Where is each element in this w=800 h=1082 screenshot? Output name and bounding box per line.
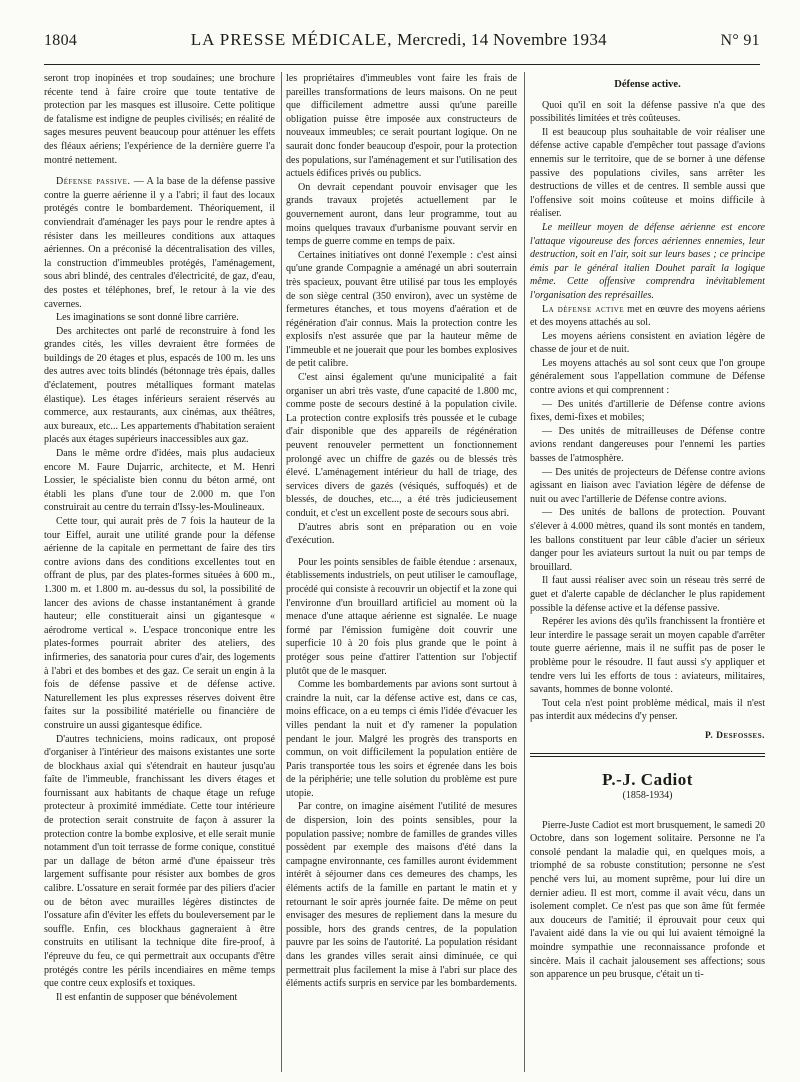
paragraph: Cette tour, qui aurait près de 7 fois la hauteur de la tour Eiffel, aurait une utilité grande pour la défense aérienne de la capitale en permettant de faire des tirs contre avions dans des conditions excellentes tout en offrant de plus, par des plates-formes situées à 600 m., 1.300 m. et 1.800 m. au-dessus du sol, la possibilité de lancer des avions de chasse instantanément à grande hauteur; elle constituerait ainsi un gigantesque « aérodrome vertical ». L'espace tronconique entre les plates-formes pourrait abriter des ateliers, des infirmeries, des sanatoria pour cures d'air, des logements à l'abri et des bombes et des gaz. Ce serait un engin à la fois de défense passive et de défense active. Naturellement les plus expresses réserves doivent être faites sur la possibilité matérielle ou financière de construire un aussi gigantesque édifice. — [44, 516, 275, 731]
list-item: — Des unités de ballons de protection. Pouvant s'élever à 4.000 mètres, quand ils sont montés en tandem, les ballons constituent par leur câble d'acier un sérieux danger pour les aviateurs surtout la nuit ou par temps de brouillard. — [530, 507, 765, 573]
paragraph: seront trop inopinées et trop soudaines; une brochure récente tend à faire croire que toute tentative de protection par les masques est illusoire. Cette politique de fatalisme est indigne de peuples civilisés; en réalité de sages mesures peuvent beaucoup pour atténuer les effets des fléaux aériens; l'expérience de la dernière guerre l'a montré nettement. — [44, 73, 275, 166]
author-signature: P. Desfosses. — [704, 730, 765, 741]
paragraph: Il est enfantin de supposer que bénévolement — [56, 991, 238, 1003]
paragraph: Repérer les avions dès qu'ils franchissent la frontière et leur interdire le passage serait un moyen capable d'arrêter toute guerre aérienne, mais il ne suffit pas de poser le problème pour le résoudre. Il faut aussi s'y appliquer et tendre vers lui les efforts de tous : aviateurs, militaires, savants, hommes de bonne volonté. — [530, 616, 765, 696]
paragraph-defense-passive — [44, 175, 275, 311]
obituary-title: P.-J. Cadiot — [602, 769, 693, 789]
list-item: — Des unités de projecteurs de Défense contre avions agissant en liaison avec l'aviation légère de défense de nuit ou avec l'artillerie de Défense contre avions. — [530, 466, 765, 505]
paragraph: Les imaginations se sont donné libre carrière. — [56, 312, 239, 324]
paragraph: Certaines initiatives ont donné l'exemple : c'est ainsi qu'une grande Compagnie a aménagé un abri souterrain très spacieux, pouvant être utilisé par tous les employés de son siège central (350 environ), avec un système de fermetures étanches, et tous moyens d'aération et de régénération d'air connus. Mais la protection contre les explosifs n'est assurée que par la hauteur même de l'immeuble et ne jouerait que pour les bombes explosives de petit calibre. — [286, 249, 517, 370]
column-3 — [530, 72, 765, 1074]
column-separator — [524, 72, 525, 1072]
paragraph: Le meilleur moyen de défense aérienne est encore l'attaque vigoureuse des forces aériennes ennemies, leur destruction, soit en l'air, soit sur leurs bases ; ce principe émis par le général italien Douhet paraît la logique même. Cette offensive comprendra inévitablement l'organisation des représailles. — [530, 221, 765, 301]
column-separator — [281, 72, 282, 1072]
run-in-heading: La défense active — [542, 303, 625, 315]
issue-number: N° 91 — [720, 32, 760, 49]
paragraph: Des architectes ont parlé de reconstruire à fond les grandes cités, les villes devraient être formées de buildings de 20 étages et plus, espacés de 100 m. les uns des autres avec toits blindés (bétonnage très épais, dalles d'éclatement, poutres métalliques formant matelas élastique). Les étages inférieurs seraient réservés au commerce, aux restaurants, aux cinémas, aux théâtres, aux bureaux, etc... Les appartements d'habitation seraient placés aux étages supérieurs inaccessibles aux gaz. — [44, 325, 275, 446]
issue-date: Mercredi, 14 Novembre 1934 — [397, 30, 607, 49]
obituary-dates: (1858-1934) — [622, 790, 673, 802]
paragraph: les propriétaires d'immeubles vont faire les frais de pareilles transformations de leurs maisons. On ne peut que difficilement admettre aussi qu'une pareille obligation puisse être imposée aux constructeurs de nouveaux immeubles; ce serait pourtant logique. On ne saurait donc fonder beaucoup d'espoir, pour la protection des populations, sur l'aménagement et sur l'utilisation des actuels édifices privés ou publics. — [286, 73, 517, 180]
paragraph: D'autres abris sont en préparation ou en voie d'exécution. — [286, 521, 517, 547]
paragraph: Comme les bombardements par avions sont surtout à craindre la nuit, car la défense active est, dans ce cas, moins efficace, on a eu temps ci émis l'idée d'évacuer les villes pendant la nuit et d'y ramener la population pendant le jour. Malgré les progrès des transports en commun, on voit difficilement la population entière de Paris transportée tous les soirs et égrenée dans les bois de la périphérie; une telle solution du problème est pure utopie. — [286, 679, 517, 799]
paragraph: Tout cela n'est point problème médical, mais il n'est pas interdit aux médecins d'y penser. — [530, 697, 765, 723]
header-rule — [44, 64, 760, 65]
run-in-heading: Défense passive. — [56, 176, 131, 188]
paragraph: Dans le même ordre d'idées, mais plus audacieux encore M. Faure Dujarric, architecte, et M. Henri Lossier, le spécialiste bien connu du béton armé, ont établi les plans d'une tour de 2.000 m. que l'on construirait au centre du terrain d'Issy-les-Moulineaux. — [44, 448, 275, 514]
paragraph: Par contre, on imagine aisément l'utilité de mesures de dispersion, loin des points sensibles, pour la population passive; nombre de familles de grandes villes possèdent par exemple des maisons d'été dans la campagne environnante, ces familles auront évidemment intérêt à séjourner dans ces demeures des champs, les éléments actifs de la famille en partant le matin et y retournant le soir après journée faite. De même on peut envisager des mesures de repliement dans la mesure du possible, hors des grands centres, de la population pauvre par les soins de l'autorité. La population résidant dans les grandes villes serait ainsi diminuée, ce qui permettrait plus facilement la mise à l'abri sur place des éléments actifs surpris en service par les bombardements. — [286, 801, 517, 990]
paragraph-text: met en œuvre des moyens aériens et des moyens attachés au sol. — [530, 303, 765, 329]
column-1 — [44, 72, 275, 1074]
journal-title: LA PRESSE MÉDICALE, — [190, 30, 393, 49]
paragraph: Pour les points sensibles de faible étendue : arsenaux, établissements industriels, on peut utiliser le camouflage, procédé qui consiste à recouvrir un objectif et la zone qui l'environne d'un brouillard artificiel au moment où la menace d'une attaque aérienne est signalée. Le nuage formé par l'émission fumigène doit couvrir une superficie 10 à 20 fois plus grande que le point à protéger sous peine d'attirer l'attention sur l'objectif plutôt que de le masquer. — [286, 556, 517, 677]
page-number: 1804 — [44, 32, 78, 49]
paragraph-text: — A la base de la défense passive contre la guerre aérienne il y a l'abri; il faut des locaux protégés contre le bombardement. Théoriquement, il conviendrait d'aménager les pays pour le rendre aptes à résister dans les meilleures conditions aux attaques aériennes. On a préconisé la décentralisation des villes, la construction d'immeubles protégés, l'aménagement, sous abri blindé, des centrales d'électricité, de gaz, d'eau, des postes et téléphones, bref, le retour à la vie des cavernes. — [44, 176, 275, 310]
paragraph: Les moyens attachés au sol sont ceux que l'on groupe généralement sous l'appellation commune de Défense contre avions et qui comprennent : — [530, 357, 765, 397]
paragraph: C'est ainsi également qu'une municipalité a fait organiser un abri très vaste, d'une capacité de 1.800 mc, comme poste de secours destiné à la population civile. La protection contre explosifs très poussée et le cubage d'air disponible que des appareils de régénération peuvent renouveler permettent un fonctionnement prolongé avec un chiffre de gazés ou de blessés très élevé. L'aménagement intérieur du hall de triage, des services divers de gazés (vésiqués, suffoqués) et de blessés, de douches, etc..., a été très judicieusement conduit, et c'est un excellent poste de secours sous abri. — [286, 372, 517, 519]
list-item: — Des unités de mitrailleuses de Défense contre avions rendant dangereuses pour l'ennemi les parties basses de l'atmosphère. — [530, 425, 765, 465]
paragraph: Pierre-Juste Cadiot est mort brusquement, le samedi 20 Octobre, dans son logement solitaire. Personne ne l'a consolé pendant la maladie qui, en quelques mois, a triomphé de sa robuste constitution; personne ne s'est penché vers lui, au moment suprême, pour lui dire un dernier adieu. Il est mort, comme il avait vécu, dans un isolement complet. Ce n'est pas que son âme fût fermée aux douceurs de l'amitié; il éprouvait pour ceux qui l'avaient aidé dans la vie ou qui lui avaient témoigné la moindre sympathie une reconnaissance profonde et sincère. Mais il cachait jalousement ses affections; sous son apparence un peu brusque, c'était un ti- — [530, 819, 765, 981]
paragraph-defense-active — [530, 303, 765, 330]
section-divider — [530, 753, 765, 757]
paragraph: Il faut aussi réaliser avec soin un réseau très serré de guet et d'alerte capable de déclancher le plus rapidement possible la défense active et la défense passive. — [530, 575, 765, 614]
column-2 — [286, 72, 517, 1074]
paragraph: D'autres techniciens, moins radicaux, ont proposé d'organiser à l'intérieur des maisons existantes une sorte de blockhaus axial qui s'étendrait en hauteur jusqu'au faîte de l'immeuble, franchissant les divers étages et fournissant aux habitants de chaque étage un refuge protecteur à proximité immédiate. Cette tour intérieure de protection serait construite de façon à assurer la protection contre la bombe explosive, et elle serait munie notamment d'un toit terrasse de forme conique, constitué par un dallage de béton armé d'une épaisseur très largement suffisante pour résister aux bombes de gros calibre. L'ossature en serait formée par des piliers d'acier ou de béton avec murailles légères distinctes de l'ossature afin d'éviter les effets du bouleversement par le souffle. Enfin, ces blockhaus gagneraient à être construits en utilisant la technique dite fire-proof, à l'épreuve du feu, ce qui permettrait aux occupants d'être protégés contre les périls incendiaires en même temps que contre ceux explosifs et toxiques. — [44, 733, 275, 990]
paragraph: Quoi qu'il en soit la défense passive n'a que des possibilités limitées et très coûteuses. — [530, 99, 765, 125]
paragraph: Les moyens aériens consistent en aviation légère de chasse de jour et de nuit. — [530, 330, 765, 356]
paragraph: Il est beaucoup plus souhaitable de voir réaliser une défense active capable d'empêcher tout passage d'avions ennemis sur le territoire, que de se borner à une défense passive des populations civiles, sans arrêter les destructions de villes et de centres. Il semble aussi que l'offensive soit moins coûteuse et moins difficile à réaliser. — [530, 126, 765, 220]
list-item: — Des unités d'artillerie de Défense contre avions fixes, demi-fixes et mobiles; — [530, 398, 765, 424]
paragraph: On devrait cependant pouvoir envisager que les grands travaux projetés actuellement par le gouvernement auront, dans leur programme, tout au moins quelques travaux d'urbanisme pouvant servir en temps de guerre comme en temps de paix. — [286, 181, 517, 248]
page-header — [44, 10, 760, 50]
running-title — [191, 30, 607, 50]
section-heading: Défense active. — [614, 79, 681, 90]
